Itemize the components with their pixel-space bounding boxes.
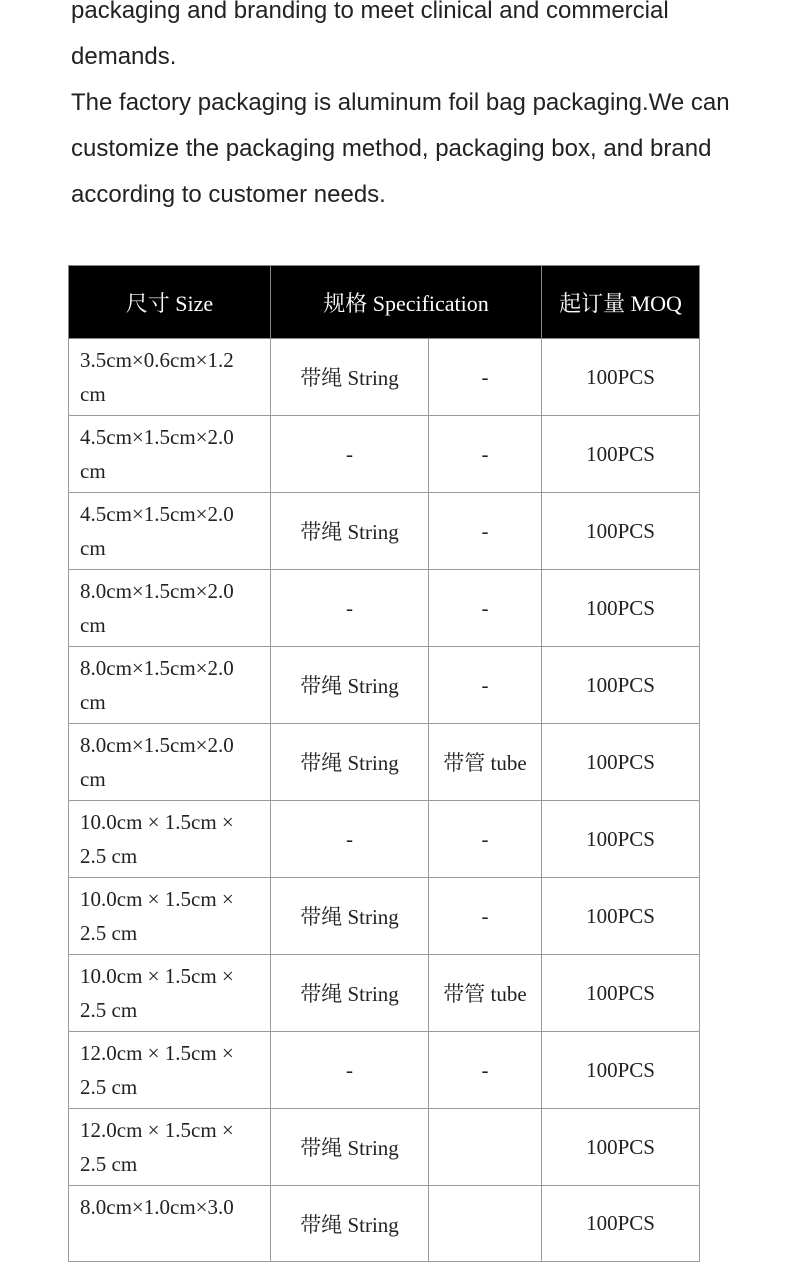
table-row [69, 1032, 700, 1109]
spec-string-cell: 带绳 String [271, 339, 429, 416]
spec-tube-cell: 带管 tube [429, 955, 542, 1032]
header-size: 尺寸 Size [69, 266, 271, 339]
moq-cell: 100PCS [542, 1186, 700, 1262]
spec-tube-cell: - [429, 570, 542, 647]
spec-string-cell: - [271, 416, 429, 493]
moq-cell: 100PCS [542, 724, 700, 801]
size-cell: 10.0cm × 1.5cm × 2.5 cm [69, 878, 271, 955]
spec-tube-cell: - [429, 878, 542, 955]
size-cell: 12.0cm × 1.5cm × 2.5 cm [69, 1109, 271, 1186]
moq-cell: 100PCS [542, 1109, 700, 1186]
spec-string-cell: 带绳 String [271, 724, 429, 801]
size-cell: 8.0cm×1.5cm×2.0 cm [69, 724, 271, 801]
table-row [69, 339, 700, 416]
moq-cell: 100PCS [542, 801, 700, 878]
moq-cell: 100PCS [542, 570, 700, 647]
header-specification: 规格 Specification [271, 266, 542, 339]
spec-tube-cell: - [429, 416, 542, 493]
spec-string-cell: 带绳 String [271, 878, 429, 955]
moq-cell: 100PCS [542, 955, 700, 1032]
spec-tube-cell [429, 1186, 542, 1262]
moq-cell: 100PCS [542, 1032, 700, 1109]
table-row [69, 493, 700, 570]
table-row [69, 1109, 700, 1186]
moq-cell: 100PCS [542, 647, 700, 724]
spec-tube-cell: - [429, 339, 542, 416]
spec-tube-cell: 带管 tube [429, 724, 542, 801]
spec-string-cell: - [271, 1032, 429, 1109]
size-cell: 8.0cm×1.5cm×2.0 cm [69, 647, 271, 724]
moq-cell: 100PCS [542, 416, 700, 493]
size-cell: 10.0cm × 1.5cm × 2.5 cm [69, 955, 271, 1032]
spec-string-cell: 带绳 String [271, 647, 429, 724]
size-cell: 8.0cm×1.5cm×2.0 cm [69, 570, 271, 647]
intro-paragraph-2: The factory packaging is aluminum foil bag packaging.We can customize the packaging method, packaging box, and brand according to customer needs. [71, 89, 730, 208]
specification-table [68, 265, 700, 1262]
moq-cell: 100PCS [542, 493, 700, 570]
table-row [69, 801, 700, 878]
spec-string-cell: - [271, 801, 429, 878]
spec-string-cell: 带绳 String [271, 1186, 429, 1262]
size-cell: 12.0cm × 1.5cm × 2.5 cm [69, 1032, 271, 1109]
moq-cell: 100PCS [542, 878, 700, 955]
size-cell: 10.0cm × 1.5cm × 2.5 cm [69, 801, 271, 878]
intro-paragraph-1: packaging and branding to meet clinical and commercial demands. [71, 0, 669, 70]
size-cell: 3.5cm×0.6cm×1.2 cm [69, 339, 271, 416]
table-row [69, 724, 700, 801]
table-header-row [69, 266, 700, 339]
spec-tube-cell: - [429, 647, 542, 724]
spec-string-cell: 带绳 String [271, 955, 429, 1032]
spec-string-cell: 带绳 String [271, 1109, 429, 1186]
table-row [69, 647, 700, 724]
table-row [69, 878, 700, 955]
intro-text [71, 0, 731, 218]
size-cell: 4.5cm×1.5cm×2.0 cm [69, 493, 271, 570]
table-row [69, 955, 700, 1032]
table-row [69, 416, 700, 493]
spec-string-cell: - [271, 570, 429, 647]
spec-tube-cell: - [429, 801, 542, 878]
size-cell: 8.0cm×1.0cm×3.0 [69, 1186, 271, 1262]
table-row [69, 1186, 700, 1262]
size-cell: 4.5cm×1.5cm×2.0 cm [69, 416, 271, 493]
spec-string-cell: 带绳 String [271, 493, 429, 570]
table-row [69, 570, 700, 647]
moq-cell: 100PCS [542, 339, 700, 416]
spec-tube-cell: - [429, 1032, 542, 1109]
header-moq: 起订量 MOQ [542, 266, 700, 339]
spec-tube-cell [429, 1109, 542, 1186]
spec-tube-cell: - [429, 493, 542, 570]
